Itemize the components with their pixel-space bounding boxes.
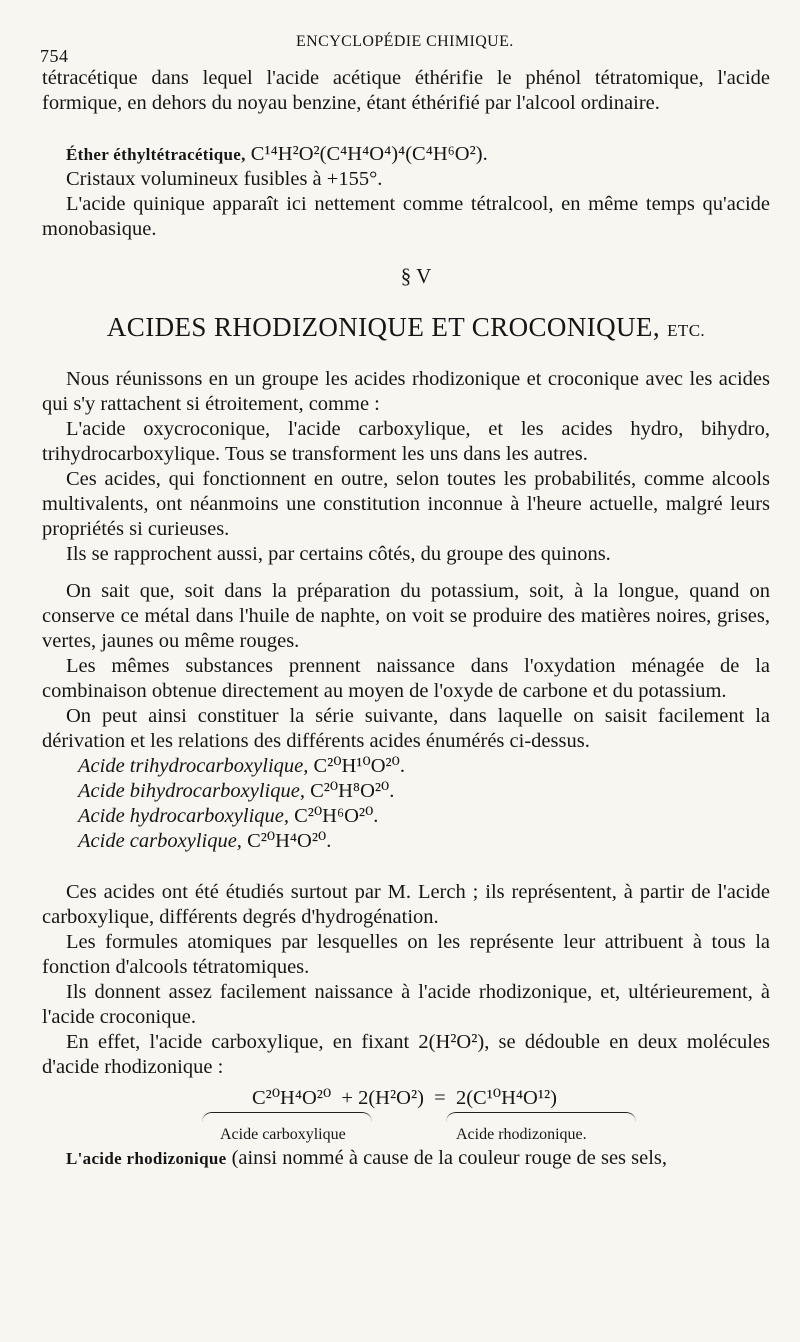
rhodizonic-paragraph <box>42 1146 770 1171</box>
quinic-acid-note: L'acide quinique apparaît ici nettement comme tétralcool, en même temps qu'acide monobasique. <box>42 193 770 240</box>
paragraph-10: Ils donnent assez facilement naissance à l'acide rhodizonique, et, ultérieurement, à l'acide croconique. <box>42 981 770 1028</box>
series-item: Acide carboxylique, C²⁰H⁴O²⁰. <box>78 830 332 852</box>
ether-heading <box>42 142 770 167</box>
running-title: ENCYCLOPÉDIE CHIMIQUE. <box>296 33 514 50</box>
paragraph-7: On peut ainsi constituer la série suivante, dans laquelle on saisit facilement la dérivation et les relations des différents acides énumérés ci-dessus. <box>42 705 770 752</box>
ether-name: Éther éthyltétracétique, <box>66 145 246 164</box>
paragraph-4: Ils se rapprochent aussi, par certains côtés, du groupe des quinons. <box>66 543 611 565</box>
series-item: Acide bihydrocarboxylique, C²⁰H⁸O²⁰. <box>78 780 395 802</box>
paragraph-2: L'acide oxycroconique, l'acide carboxylique, et les acides hydro, bihydro, trihydrocarboxylique. Tous se transforment les uns dans les autres. <box>42 418 770 465</box>
paragraph-5: On sait que, soit dans la préparation du potassium, soit, à la longue, quand on conserve ce métal dans l'huile de naphte, on voit se produire des matières noires, grises, vertes, jaunes ou même rouges. <box>42 580 770 652</box>
paragraph-9: Les formules atomiques par lesquelles on les représente leur attribuent à tous la fonction d'alcools tétratomiques. <box>42 931 770 978</box>
equation-line: C²⁰H⁴O²⁰ + 2(H²O²) = 2(C¹⁰H⁴O¹²) <box>252 1087 557 1109</box>
series-item: Acide hydrocarboxylique, C²⁰H⁶O²⁰. <box>78 805 379 827</box>
label-rhodizonic: Acide rhodizonique. <box>456 1126 587 1143</box>
paragraph-6: Les mêmes substances prennent naissance dans l'oxydation ménagée de la combinaison obtenue directement au moyen de l'oxyde de carbone et du potassium. <box>42 655 770 702</box>
section-marker: § V <box>400 264 432 288</box>
paragraph-11: En effet, l'acide carboxylique, en fixant 2(H²O²), se dédouble en deux molécules d'acide rhodizonique : <box>42 1031 770 1078</box>
acid-series-list <box>42 754 770 854</box>
chapter-title-text: ACIDES RHODIZONIQUE ET CROCONIQUE, <box>106 312 660 342</box>
intro-paragraph: tétracétique dans lequel l'acide acétique éthérifie le phénol tétratomique, l'acide formique, en dehors du noyau benzine, étant éthérifié par l'alcool ordinaire. <box>42 67 770 114</box>
page-body <box>42 66 770 1171</box>
paragraph-1: Nous réunissons en un groupe les acides rhodizonique et croconique avec les acides qui s'y rattachent si étroitement, comme : <box>42 368 770 415</box>
paragraph-3: Ces acides, qui fonctionnent en outre, selon toutes les probabilités, comme alcools multivalents, ont néanmoins une constitution inconnue à l'heure actuelle, malgré leurs propriétés si curieuses. <box>42 468 770 540</box>
series-item: Acide trihydrocarboxylique, C²⁰H¹⁰O²⁰. <box>78 755 405 777</box>
page-number: 754 <box>40 46 69 66</box>
paragraph-8: Ces acides ont été étudiés surtout par M. Lerch ; ils représentent, à partir de l'acide carboxylique, différents degrés d'hydrogénation. <box>42 881 770 928</box>
ether-properties: Cristaux volumineux fusibles à +155°. <box>66 168 383 190</box>
ether-formula: C¹⁴H²O²(C⁴H⁴O⁴)⁴(C⁴H⁶O²). <box>250 143 488 165</box>
chapter-title-etc: ETC. <box>667 321 706 340</box>
label-carboxylic: Acide carboxylique <box>220 1126 346 1143</box>
chemical-equation <box>42 1086 770 1146</box>
chapter-title <box>42 312 770 343</box>
rhodizonic-text: (ainsi nommé à cause de la couleur rouge de ses sels, <box>231 1147 668 1169</box>
rhodizonic-heading: L'acide rhodizonique <box>66 1149 227 1168</box>
